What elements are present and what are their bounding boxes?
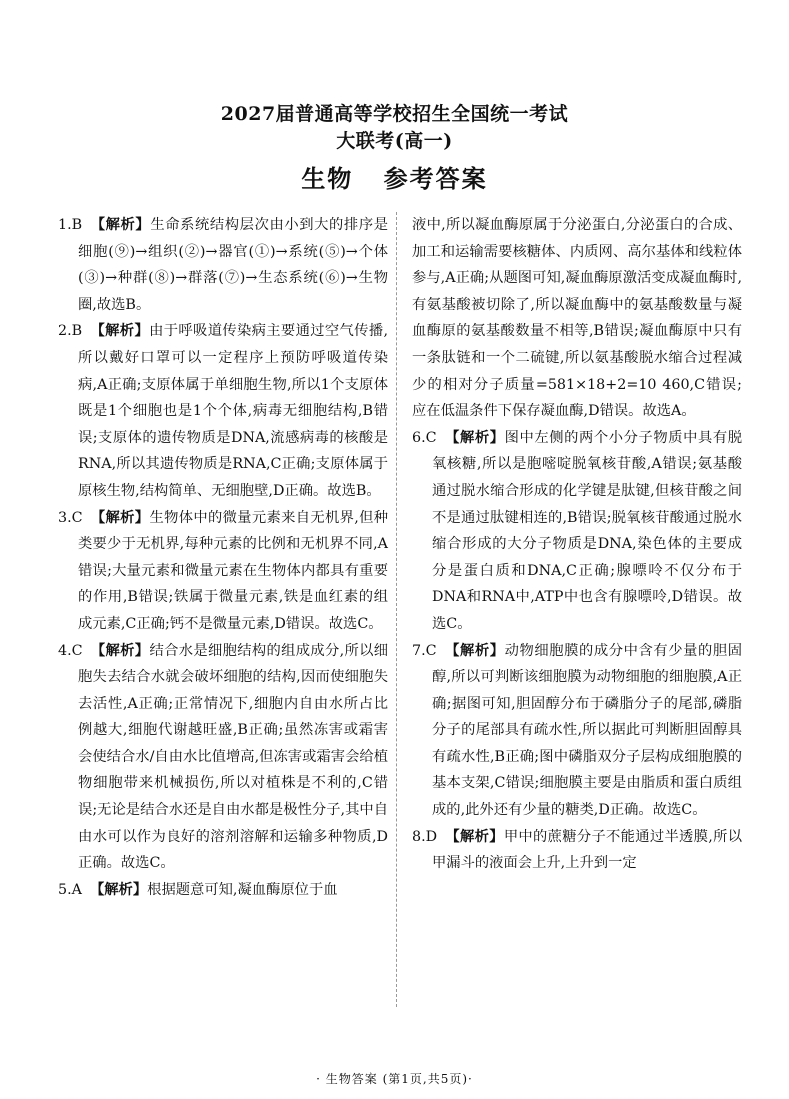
answer-item-1 — [58, 212, 388, 318]
page-footer: · 生物答案 (第1页,共5页)· — [316, 1072, 473, 1086]
answer-number: 6.C — [412, 429, 437, 446]
analysis-tag: 【解析】 — [444, 429, 505, 446]
answer-text: 液中,所以凝血酶原属于分泌蛋白,分泌蛋白的合成、加工和运输需要核糖体、内质网、高尔基体和线粒体参与,A正确;从题图可知,凝血酶原激活变成凝血酶时,有氨基酸被切除了,所以凝血酶中的氨基酸数量与凝血酶原的氨基酸数量不相等,B错误;凝血酶原中只有一条肽链和一个二硫键,所以氨基酸脱水缩合过程减少的相对分子质量=581×18+2=10 460,C错误;应在低温条件下保存凝血酶,D错误。故选A。 — [412, 217, 742, 420]
answer-text: 生命系统结构层次由小到大的排序是细胞(⑨)→组织(②)→器官(①)→系统(⑤)→个体(③)→种群(⑧)→群落(⑦)→生态系统(⑥)→生物圈,故选B。 — [78, 217, 389, 313]
exam-title: 2027届普通高等学校招生全国统一考试 — [220, 103, 569, 125]
answer-title: 参考答案 — [383, 164, 488, 193]
answer-item-6 — [412, 425, 742, 638]
analysis-tag: 【解析】 — [445, 828, 504, 845]
analysis-tag: 【解析】 — [90, 509, 150, 526]
answer-text: 甲中的蔗糖分子不能通过半透膜,所以甲漏斗的液面会上升,上升到一定 — [432, 828, 743, 872]
answer-item-5-continued — [412, 212, 742, 425]
answer-text: 由于呼吸道传染病主要通过空气传播,所以戴好口罩可以一定程序上预防呼吸道传染病,A正确;支原体属于单细胞生物,所以1个支原体既是1个细胞也是1个个体,病毒无细胞结构,B错误;支原体的遗传物质是DNA,流感病毒的核酸是RNA,所以其遗传物质是RNA,C正确;支原体属于原核生物,结构简单、无细胞壁,D正确。故选B。 — [78, 323, 389, 499]
analysis-tag: 【解析】 — [90, 323, 150, 340]
exam-header — [0, 100, 789, 196]
answer-item-3 — [58, 505, 388, 638]
answer-item-7 — [412, 638, 742, 824]
column-divider — [396, 212, 397, 1007]
answer-number: 2.B — [58, 323, 83, 340]
answer-item-5 — [58, 877, 388, 904]
answer-text: 动物细胞膜的成分中含有少量的胆固醇,所以可判断该细胞膜为动物细胞的细胞膜,A正确;据图可知,胆固醇分布于磷脂分子的尾部,磷脂分子的尾部具有疏水性,所以据此可判断胆固醇具有疏水性,B正确;图中磷脂双分子层构成细胞膜的基本支架,C错误;细胞膜主要是由脂质和蛋白质组成的,此外还有少量的糖类,D正确。故选C。 — [432, 642, 743, 819]
answer-number: 1.B — [58, 217, 83, 233]
exam-subtitle: 大联考(高一) — [336, 130, 453, 152]
answer-item-8 — [412, 824, 742, 877]
answer-number: 7.C — [412, 642, 437, 659]
left-column — [58, 212, 388, 903]
answer-number: 3.C — [58, 509, 83, 526]
analysis-tag: 【解析】 — [444, 642, 505, 659]
analysis-tag: 【解析】 — [90, 217, 151, 233]
answer-text: 生物体中的微量元素来自无机界,但种类要少于无机界,每种元素的比例和无机界不同,A错误;大量元素和微量元素在生物体内都具有重要的作用,B错误;铁属于微量元素,铁是血红素的组成元素,C正确;钙不是微量元素,D错误。故选C。 — [78, 509, 389, 632]
answer-number: 5.A — [58, 881, 82, 898]
answer-text: 结合水是细胞结构的组成成分,所以细胞失去结合水就会破坏细胞的结构,因而使细胞失去活性,A正确;正常情况下,细胞内自由水所占比例越大,细胞代谢越旺盛,B正确;虽然冻害或霜害会使结合水/自由水比值增高,但冻害或霜害会给植物细胞带来机械损伤,所以对植株是不利的,C错误;无论是结合水还是自由水都是极性分子,其中自由水可以作为良好的溶剂溶解和运输多种物质,D正确。故选C。 — [78, 642, 389, 872]
answer-number: 4.C — [58, 642, 83, 659]
answer-text: 根据题意可知,凝血酶原位于血 — [147, 881, 338, 898]
subject-name: 生物 — [301, 164, 354, 193]
subject-heading — [0, 162, 789, 196]
answer-number: 8.D — [412, 828, 438, 845]
answer-item-4 — [58, 638, 388, 877]
right-column — [412, 212, 742, 877]
analysis-tag: 【解析】 — [90, 642, 150, 659]
answer-item-2 — [58, 318, 388, 504]
analysis-tag: 【解析】 — [89, 881, 148, 898]
answer-text: 图中左侧的两个小分子物质中具有脱氧核糖,所以是胞嘧啶脱氧核苷酸,A错误;氨基酸通过脱水缩合形成的化学键是肽键,但核苷酸之间不是通过肽键相连的,B错误;脱氧核苷酸通过脱水缩合形成的大分子物质是DNA,染色体的主要成分是蛋白质和DNA,C正确;腺嘌呤不仅分布于DNA和RNA中,ATP中也含有腺嘌呤,D错误。故选C。 — [432, 429, 743, 632]
